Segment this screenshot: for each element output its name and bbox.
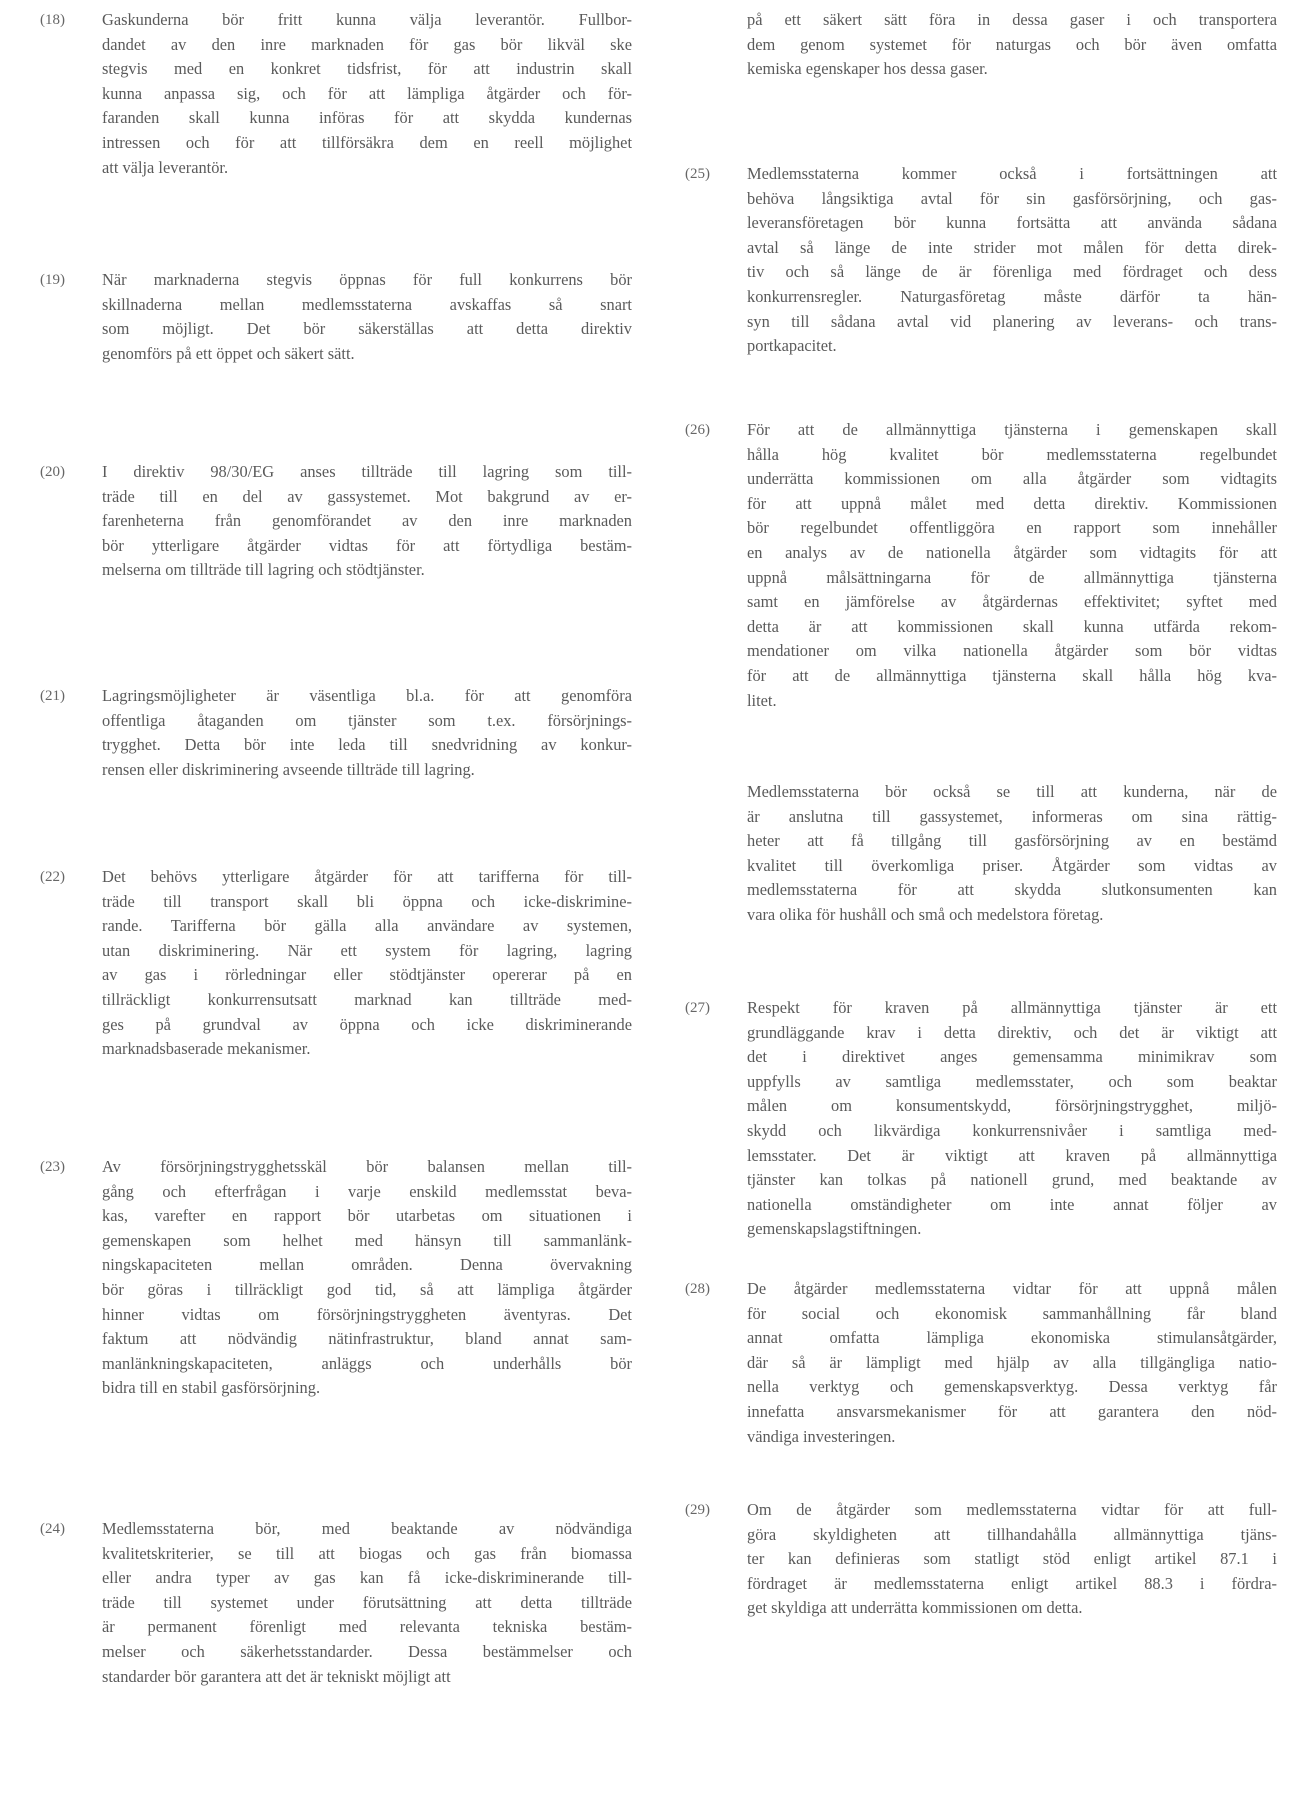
text-line: vara olika för hushåll och små och medelstora företag. <box>747 904 1104 924</box>
text-line: I direktiv 98/30/EG anses tillträde till lagring som till- <box>102 462 632 481</box>
recital-text <box>102 460 670 583</box>
text-line: nella verktyg och gemenskapsverktyg. Dessa verktyg får <box>747 1377 1277 1397</box>
text-line: tiv och så länge de är förenliga med fördraget och dess <box>747 262 1277 282</box>
recital-number: (25) <box>685 166 710 182</box>
text-line: bör ytterligare åtgärder vidtas för att förtydliga bestäm- <box>102 535 632 555</box>
text-line: gemenskapen som helhet med hänsyn till sammanlänk- <box>102 1230 632 1250</box>
text-line: medlemsstaterna för att skydda slutkonsumenten kan <box>747 880 1277 900</box>
text-line: melser och säkerhetsstandarder. Dessa bestämmelser och <box>102 1641 632 1661</box>
recital-number: (20) <box>40 464 65 480</box>
text-line: avtal så länge de inte strider mot målen för detta direk- <box>747 237 1277 257</box>
text-line: kemiska egenskaper hos dessa gaser. <box>747 59 988 79</box>
text-line: Medlemsstaterna bör också se till att kunderna, när de <box>747 782 1277 801</box>
text-line: get skyldiga att underrätta kommissionen om detta. <box>747 1598 1083 1618</box>
text-line: vändiga investeringen. <box>747 1426 896 1446</box>
recital-text <box>102 865 670 1062</box>
recital-number: (28) <box>685 1281 710 1297</box>
text-line: kunna anpassa sig, och för att lämpliga åtgärder och för- <box>102 83 632 103</box>
text-line: att välja leverantör. <box>102 157 229 177</box>
text-line: bör regelbundet offentliggöra en rapport som innehåller <box>747 518 1277 538</box>
text-line: lemsstater. Det är viktigt att kraven på allmännyttiga <box>747 1145 1277 1165</box>
text-line: skydd och likvärdiga konkurrensnivåer i samtliga med- <box>747 1120 1277 1140</box>
text-line: hålla hög kvalitet bör medlemsstaterna regelbundet <box>747 444 1277 464</box>
recital-number: (22) <box>40 869 65 885</box>
text-line: utan diskriminering. När ett system för lagring, lagring <box>102 940 632 960</box>
recital-text <box>747 1498 1303 1621</box>
text-line: för social och ekonomisk sammanhållning får bland <box>747 1303 1277 1323</box>
text-line: syn till sådana avtal vid planering av leverans- och trans- <box>747 311 1277 331</box>
text-line: underrätta kommissionen om alla åtgärder som vidtagits <box>747 469 1277 489</box>
text-line: genomförs på ett öppet och säkert sätt. <box>102 343 355 363</box>
text-line: hinner vidtas om försörjningstryggheten äventyras. Det <box>102 1304 632 1324</box>
recital-text <box>747 996 1303 1242</box>
recital-number: (18) <box>40 12 65 28</box>
text-line: leveransföretagen bör kunna fortsätta att använda sådana <box>747 213 1277 233</box>
text-line: heter att få tillgång till gasförsörjning av en bestämd <box>747 831 1277 851</box>
text-line: det i direktivet anges gemensamma minimikrav som <box>747 1047 1277 1067</box>
text-line: skillnaderna mellan medlemsstaterna avskaffas så snart <box>102 294 632 314</box>
text-line: mendationer om vilka nationella åtgärder som bör vidtas <box>747 641 1277 661</box>
recital-text <box>102 268 670 366</box>
text-line: bidra till en stabil gasförsörjning. <box>102 1378 321 1398</box>
text-line: De åtgärder medlemsstaterna vidtar för att uppnå målen <box>747 1279 1277 1298</box>
text-line: Lagringsmöjligheter är väsentliga bl.a. för att genomföra <box>102 686 632 705</box>
text-line: trygghet. Detta bör inte leda till snedvridning av konkur- <box>102 735 632 755</box>
text-line: faranden skall kunna införas för att skydda kundernas <box>102 108 632 128</box>
text-line: uppnå målsättningarna för de allmännyttiga tjänsterna <box>747 567 1277 587</box>
text-line: offentliga åtaganden om tjänster som t.ex. försörjnings- <box>102 710 632 730</box>
text-line: annat omfatta lämpliga ekonomiska stimulansåtgärder, <box>747 1328 1277 1348</box>
text-line: marknadsbaserade mekanismer. <box>102 1039 311 1059</box>
text-line: konkurrensregler. Naturgasföretag måste därför ta hän- <box>747 286 1277 306</box>
text-line: Det behövs ytterligare åtgärder för att tarifferna för till- <box>102 867 632 886</box>
text-line: innefatta ansvarsmekanismer för att garantera den nöd- <box>747 1401 1277 1421</box>
text-line: ningskapaciteten mellan områden. Denna övervakning <box>102 1255 632 1275</box>
text-line: grundläggande krav i detta direktiv, och det är viktigt att <box>747 1022 1277 1042</box>
text-line: kvalitet till överkomliga priser. Åtgärder som vidtas av <box>747 855 1277 875</box>
recital-number: (29) <box>685 1502 710 1518</box>
text-line: manlänkningskapaciteten, anläggs och underhålls bör <box>102 1353 632 1373</box>
recital-number: (27) <box>685 1000 710 1016</box>
text-line: tillräckligt konkurrensutsatt marknad kan tillträde med- <box>102 989 632 1009</box>
text-line: uppfylls av samtliga medlemsstater, och som beaktar <box>747 1071 1277 1091</box>
recital-text <box>747 1277 1303 1449</box>
text-line: göra skyldigheten att tillhandahålla allmännyttiga tjäns- <box>747 1524 1277 1544</box>
text-line: gemenskapslagstiftningen. <box>747 1219 922 1239</box>
text-line: litet. <box>747 690 777 710</box>
text-line: på ett säkert sätt föra in dessa gaser i och transportera <box>747 10 1277 29</box>
text-line: detta är att kommissionen skall kunna utfärda rekom- <box>747 616 1277 636</box>
text-line: Av försörjningstrygghetsskäl bör balansen mellan till- <box>102 1157 632 1176</box>
text-line: nationella omständigheter om inte annat följer av <box>747 1194 1277 1214</box>
recital-number: (26) <box>685 422 710 438</box>
text-line: fördraget är medlemsstaterna enligt artikel 88.3 i fördra- <box>747 1573 1277 1593</box>
recital-text <box>102 684 670 782</box>
text-line: eller andra typer av gas kan få icke-diskriminerande till- <box>102 1568 632 1588</box>
text-line: är permanent förenligt med relevanta tekniska bestäm- <box>102 1617 632 1637</box>
recital-text <box>102 1155 670 1401</box>
text-line: Medlemsstaterna kommer också i fortsättningen att <box>747 164 1277 183</box>
text-line: kas, varefter en rapport bör utarbetas om situationen i <box>102 1206 632 1226</box>
recital-number: (24) <box>40 1521 65 1537</box>
text-line: där så är lämpligt med hjälp av alla tillgängliga natio- <box>747 1352 1277 1372</box>
recital-text <box>102 1517 670 1689</box>
text-line: gång och efterfrågan i varje enskild medlemsstat beva- <box>102 1181 632 1201</box>
text-line: melserna om tillträde till lagring och stödtjänster. <box>102 560 425 580</box>
text-line: stegvis med en konkret tidsfrist, för att industrin skall <box>102 59 632 79</box>
recital-text <box>747 780 1303 928</box>
text-line: faktum att nödvändig nätinfrastruktur, bland annat sam- <box>102 1329 632 1349</box>
text-line: dandet av den inre marknaden för gas bör likväl ske <box>102 34 632 54</box>
text-line: portkapacitet. <box>747 336 837 356</box>
text-line: Medlemsstaterna bör, med beaktande av nödvändiga <box>102 1519 632 1538</box>
recital-number: (23) <box>40 1159 65 1175</box>
text-line: för att uppnå målet med detta direktiv. Kommissionen <box>747 493 1277 513</box>
text-line: Om de åtgärder som medlemsstaterna vidtar för att full- <box>747 1500 1277 1519</box>
recital-number: (19) <box>40 272 65 288</box>
text-line: tjänster kan tolkas på nationell grund, med beaktande av <box>747 1170 1277 1190</box>
text-line: träde till systemet under förutsättning att detta tillträde <box>102 1592 632 1612</box>
text-line: en analys av de nationella åtgärder som vidtagits för att <box>747 542 1277 562</box>
recital-text <box>747 162 1303 359</box>
recital-number: (21) <box>40 688 65 704</box>
text-line: bör göras i tillräckligt god tid, så att lämpliga åtgärder <box>102 1279 632 1299</box>
text-line: målen om konsumentskydd, försörjningstrygghet, miljö- <box>747 1096 1277 1116</box>
text-line: är anslutna till gassystemet, informeras om sina rättig- <box>747 806 1277 826</box>
text-line: träde till transport skall bli öppna och icke-diskrimine- <box>102 891 632 911</box>
text-line: behöva långsiktiga avtal för sin gasförsörjning, och gas- <box>747 188 1277 208</box>
text-line: samt en jämförelse av åtgärdernas effektivitet; syftet med <box>747 592 1277 612</box>
recital-text <box>102 8 670 180</box>
recital-text <box>747 8 1303 82</box>
text-line: När marknaderna stegvis öppnas för full konkurrens bör <box>102 270 632 289</box>
text-line: rensen eller diskriminering avseende tillträde till lagring. <box>102 759 475 779</box>
text-line: dem genom systemet för naturgas och bör även omfatta <box>747 34 1277 54</box>
text-line: för att de allmännyttiga tjänsterna skall hålla hög kva- <box>747 665 1277 685</box>
text-line: som möjligt. Det bör säkerställas att detta direktiv <box>102 319 632 339</box>
text-line: kvalitetskriterier, se till att biogas och gas från biomassa <box>102 1543 632 1563</box>
text-line: farenheterna från genomförandet av den inre marknaden <box>102 511 632 531</box>
text-line: intressen och för att tillförsäkra dem en reell möjlighet <box>102 132 632 152</box>
text-line: För att de allmännyttiga tjänsterna i gemenskapen skall <box>747 420 1277 439</box>
text-line: Gaskunderna bör fritt kunna välja leverantör. Fullbor- <box>102 10 632 29</box>
text-line: rande. Tarifferna bör gälla alla användare av systemen, <box>102 916 632 936</box>
text-line: standarder bör garantera att det är tekniskt möjligt att <box>102 1666 451 1686</box>
text-line: ges på grundval av öppna och icke diskriminerande <box>102 1014 632 1034</box>
text-line: Respekt för kraven på allmännyttiga tjänster är ett <box>747 998 1277 1017</box>
recital-text <box>747 418 1303 713</box>
text-line: träde till en del av gassystemet. Mot bakgrund av er- <box>102 486 632 506</box>
text-line: ter kan definieras som statligt stöd enligt artikel 87.1 i <box>747 1549 1277 1569</box>
text-line: av gas i rörledningar eller stödtjänster opererar på en <box>102 965 632 985</box>
